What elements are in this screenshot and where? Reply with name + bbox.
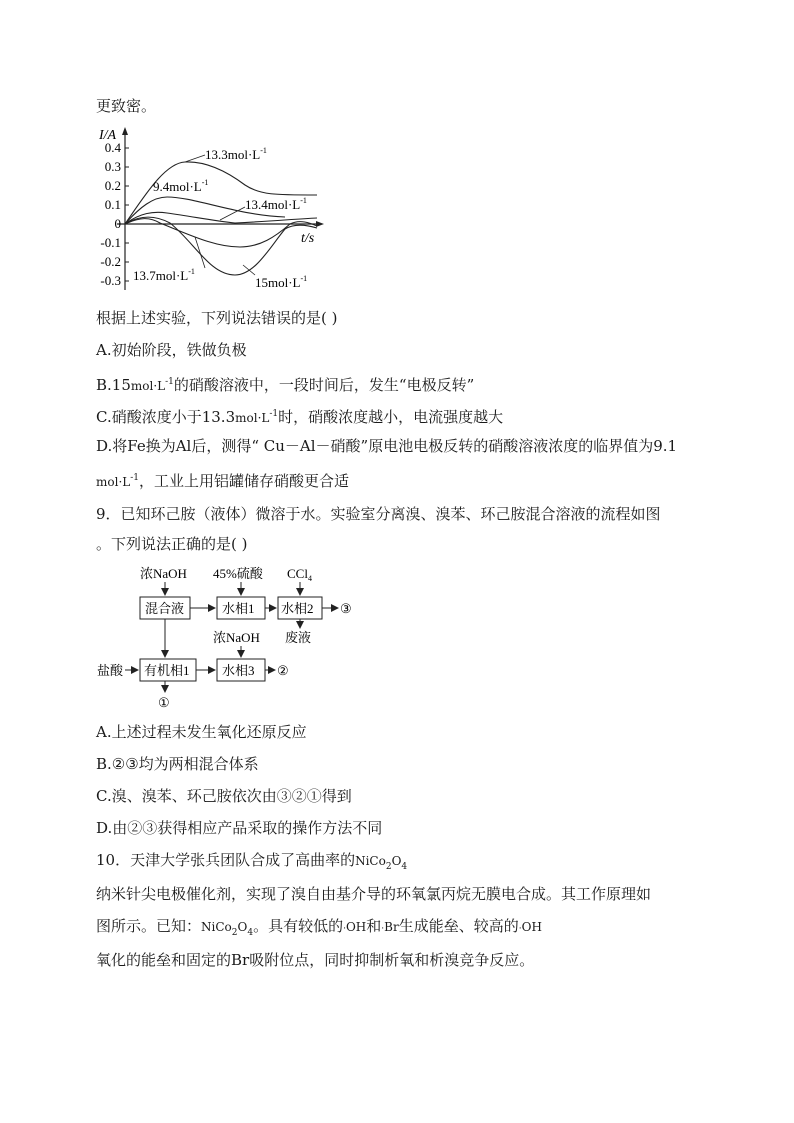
q10-stem-line4: 氧化的能垒和固定的Br吸附位点，同时抑制析氧和析溴竞争反应。	[96, 951, 535, 969]
q9-option-c: C.溴、溴苯、环己胺依次由③②①得到	[96, 787, 352, 805]
x-axis-label: t/s	[301, 231, 315, 246]
q9-option-a: A.上述过程未发生氧化还原反应	[96, 723, 307, 741]
q8-option-c: C.硝酸浓度小于$13.3mol\cdot L^{-1}$时，硝酸浓度越小，电流强度越大	[96, 408, 504, 426]
curve-label-13-7: $13.7mol\cdot L^{-1}$	[133, 267, 195, 283]
y-tick-label: 0.3	[104, 159, 121, 174]
q8-option-d-line2: $mol\cdot L^{-1}$，工业上用铝罐储存硝酸更合适	[96, 472, 350, 490]
separation-flowchart	[95, 562, 375, 712]
y-tick-label: -0.2	[100, 254, 121, 269]
q8-option-a: A.初始阶段，铁做负极	[96, 341, 247, 359]
q9-stem-line1: 9．已知环己胺（液体）微溶于水。实验室分离溴、溴苯、环己胺混合溶液的流程如图	[96, 505, 661, 523]
q10-stem-line1: 10．天津大学张兵团队合成了高曲率的$NiCo_2O_4$	[96, 851, 408, 872]
q8-option-b: $B.15mol\cdot L^{-1}$的硝酸溶液中，一段时间后，发生“电极反转”	[96, 376, 475, 394]
y-tick-label: -0.3	[100, 273, 121, 288]
hcl-label: 盐酸	[97, 663, 124, 678]
reagent-ccl4: CCl$_4$	[287, 566, 312, 583]
y-tick-label: 0.1	[104, 197, 121, 212]
output-2: ②	[277, 663, 289, 678]
box-organic-1-label: 有机相1	[144, 663, 190, 678]
curve-label-13-4: $13.4mol\cdot L^{-1}$	[245, 196, 307, 212]
q8-option-d-line1: D.将Fe换为Al后，测得“ Cu－Al－硝酸”原电池电极反转的硝酸溶液浓度的临界值为9.1	[96, 437, 678, 455]
q10-stem-line2: 纳米针尖电极催化剂，实现了溴自由基介导的环氧氯丙烷无膜电合成。其工作原理如	[96, 885, 652, 903]
q9-option-b: B.②③均为两相混合体系	[96, 755, 259, 773]
y-tick-label: -0.1	[100, 235, 121, 250]
waste-label: 废液	[285, 630, 312, 645]
y-axis-label: I/A	[99, 128, 117, 143]
reagent-naoh-2: 浓NaOH	[213, 630, 260, 645]
q8-stem: 根据上述实验，下列说法错误的是( )	[96, 309, 338, 327]
box-mixture-label: 混合液	[145, 601, 185, 616]
reagent-naoh-1: 浓NaOH	[140, 566, 187, 581]
curve-label-9-4: $9.4mol\cdot L^{-1}$	[153, 178, 209, 194]
output-1: ①	[158, 695, 170, 710]
curve-label-15: $15mol\cdot L^{-1}$	[255, 274, 308, 290]
y-tick-label: 0.4	[104, 140, 121, 155]
box-water-2-label: 水相2	[281, 601, 314, 616]
y-tick-label: 0	[114, 216, 121, 231]
current-time-graph	[95, 125, 335, 295]
curve-label-13-3: $13.3mol\cdot L^{-1}$	[205, 146, 267, 162]
output-3: ③	[340, 601, 352, 616]
box-water-1-label: 水相1	[222, 601, 255, 616]
intro-text: 更致密。	[96, 97, 157, 115]
reagent-sulfuric: 45%硫酸	[213, 566, 263, 581]
q9-option-d: D.由②③获得相应产品采取的操作方法不同	[96, 819, 383, 837]
q9-stem-line2: 。下列说法正确的是( )	[96, 535, 248, 553]
y-tick-label: 0.2	[104, 178, 121, 193]
box-water-3-label: 水相3	[222, 663, 255, 678]
q10-stem-line3: 图所示。已知：$NiCo_2O_4$。具有较低的·OH和·Br生成能垒、较高的·OH	[96, 917, 542, 938]
